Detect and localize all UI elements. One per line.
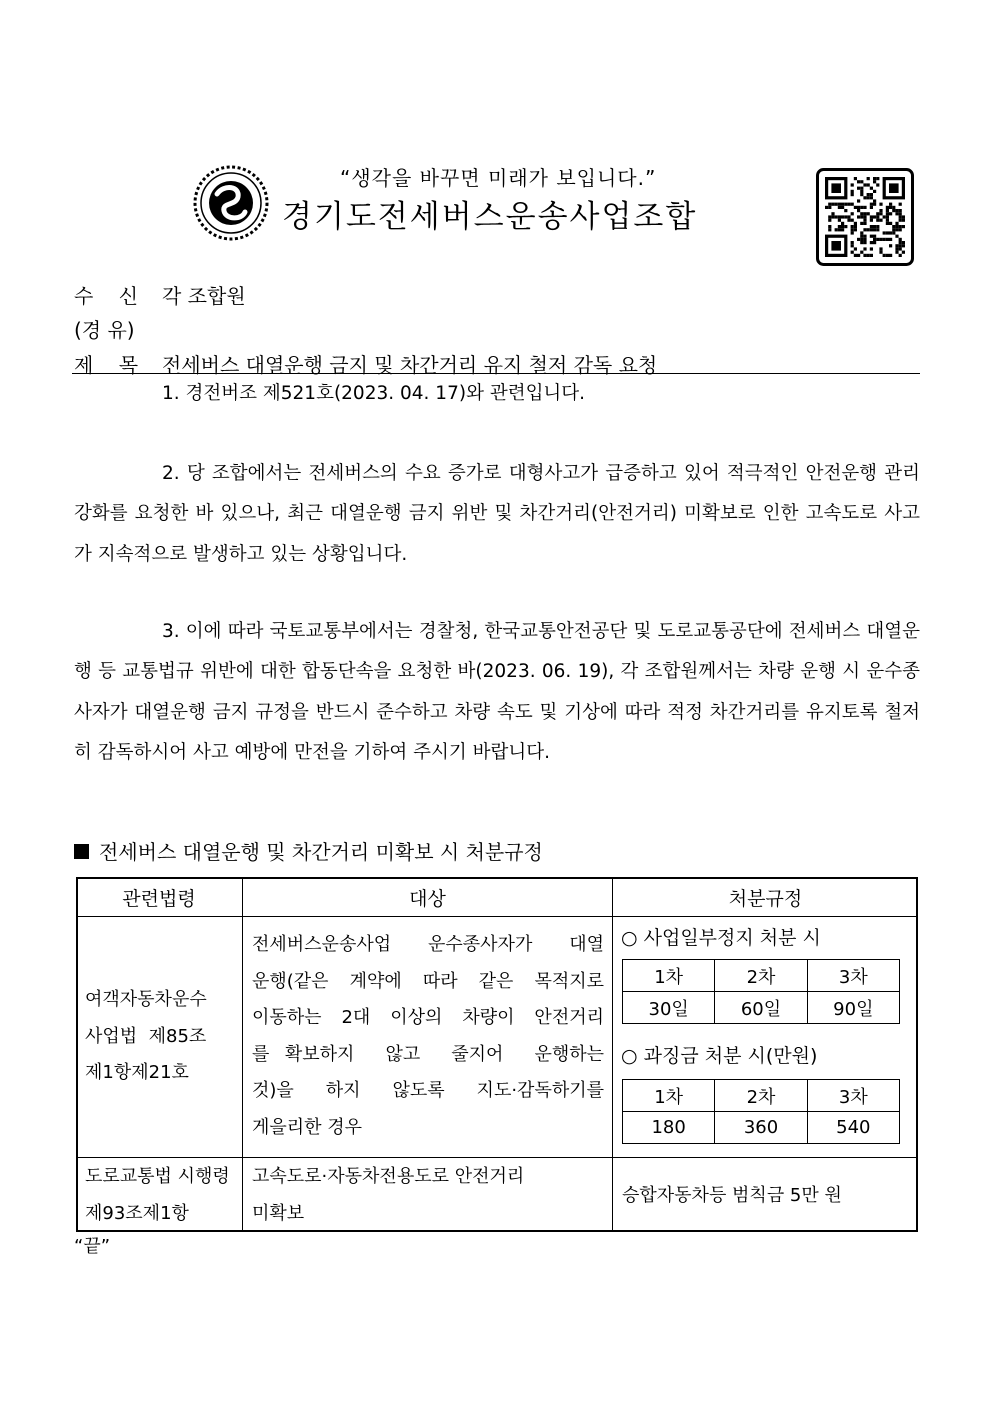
penalty-table xyxy=(76,877,918,1232)
qr-module xyxy=(838,228,841,231)
qr-module xyxy=(870,219,873,222)
qr-module xyxy=(863,212,866,215)
qr-module xyxy=(876,228,879,231)
fine-header: 2차 xyxy=(715,1080,807,1112)
qr-module xyxy=(870,206,873,209)
qr-module xyxy=(831,215,834,218)
qr-module xyxy=(828,203,831,206)
qr-module xyxy=(886,206,889,209)
qr-module xyxy=(883,238,886,241)
qr-module xyxy=(899,254,902,257)
subject-label: 제 목 xyxy=(74,353,139,377)
target-line: 운행(같은 계약에 따라 같은 목적지로 xyxy=(252,970,604,992)
qr-module xyxy=(851,193,854,196)
qr-module xyxy=(860,190,863,193)
qr-module xyxy=(889,244,892,247)
qr-module xyxy=(870,225,873,228)
qr-module xyxy=(825,206,828,209)
target-line: 미확보 xyxy=(252,1202,305,1224)
qr-module xyxy=(838,215,841,218)
qr-module xyxy=(854,254,857,257)
qr-module xyxy=(847,219,850,222)
qr-module xyxy=(870,193,873,196)
qr-module xyxy=(873,241,876,244)
qr-module xyxy=(851,251,854,254)
suspension-header: 1차 xyxy=(623,960,715,992)
qr-code xyxy=(816,168,914,266)
fine-value: 180 xyxy=(623,1112,715,1144)
qr-module xyxy=(895,212,898,215)
suspension-value: 30일 xyxy=(623,992,715,1024)
qr-module xyxy=(886,212,889,215)
qr-module xyxy=(831,183,841,193)
qr-module xyxy=(883,215,886,218)
qr-module xyxy=(879,219,882,222)
qr-module xyxy=(851,225,854,228)
qr-module xyxy=(844,225,847,228)
header-law: 관련법령 xyxy=(122,888,196,910)
organization-name: 경기도전세버스운송사업조합 xyxy=(282,199,698,235)
qr-module xyxy=(873,238,876,241)
qr-module xyxy=(851,212,854,215)
qr-module xyxy=(876,183,879,186)
qr-module xyxy=(867,183,870,186)
qr-module xyxy=(851,231,854,234)
union-logo xyxy=(192,164,270,242)
qr-module xyxy=(860,215,863,218)
qr-module xyxy=(838,203,841,206)
qr-module xyxy=(851,241,854,244)
qr-module xyxy=(902,244,905,247)
suspension-table xyxy=(622,959,900,1024)
qr-module xyxy=(899,241,902,244)
qr-module xyxy=(857,180,860,183)
qr-module xyxy=(873,203,876,206)
qr-module xyxy=(895,235,898,238)
qr-module xyxy=(838,206,841,209)
qr-module xyxy=(851,190,854,193)
qr-module xyxy=(873,177,876,180)
qr-module xyxy=(889,238,892,241)
qr-module xyxy=(828,219,831,222)
qr-module xyxy=(892,225,895,228)
qr-module xyxy=(863,219,866,222)
paragraph-2: 2. 당 조합에서는 전세버스의 수요 증가로 대형사고가 급증하고 있어 적극적인 안전운행 관리 강화를 요청한 바 있으나, 최근 대열운행 금지 위반 및 차간거리(안전거리) 미확보로 인한 고속도로 사고가 지속적으로 발생하고 있는 상황입니다. xyxy=(74,463,920,565)
qr-module xyxy=(895,228,898,231)
qr-module xyxy=(886,254,889,257)
qr-module xyxy=(879,251,882,254)
qr-module xyxy=(857,199,860,202)
qr-module xyxy=(860,206,863,209)
qr-module xyxy=(879,209,882,212)
qr-module xyxy=(895,209,898,212)
qr-module xyxy=(895,251,898,254)
target-line: 고속도로·자동차전용도로 안전거리 xyxy=(252,1166,525,1187)
qr-module xyxy=(841,206,844,209)
qr-module xyxy=(863,238,866,241)
qr-module xyxy=(892,228,895,231)
qr-module xyxy=(870,235,873,238)
slogan: “생각을 바꾸면 미래가 보입니다.” xyxy=(340,166,657,190)
target-line: 전세버스운송사업 운수종사자가 대열 xyxy=(252,934,604,955)
qr-module xyxy=(841,228,844,231)
qr-module xyxy=(889,203,892,206)
qr-module xyxy=(844,203,847,206)
qr-module xyxy=(892,231,895,234)
qr-module xyxy=(870,241,873,244)
qr-module xyxy=(863,254,866,257)
qr-module xyxy=(876,177,879,180)
qr-module xyxy=(863,247,866,250)
paragraph-1: 1. 경전버조 제521호(2023. 04. 17)와 관련입니다. xyxy=(162,383,586,404)
qr-module xyxy=(873,228,876,231)
qr-module xyxy=(870,187,873,190)
qr-module xyxy=(899,219,902,222)
qr-module xyxy=(828,215,831,218)
qr-module xyxy=(828,206,831,209)
qr-module xyxy=(889,212,892,215)
qr-module xyxy=(841,215,844,218)
qr-module xyxy=(860,251,863,254)
qr-module xyxy=(863,215,866,218)
qr-module xyxy=(889,183,899,193)
qr-module xyxy=(860,212,863,215)
column-divider xyxy=(612,877,613,1232)
qr-module xyxy=(889,231,892,234)
via-line: (경 유) xyxy=(74,318,135,342)
qr-module xyxy=(883,231,886,234)
qr-module xyxy=(851,183,854,186)
qr-module xyxy=(854,228,857,231)
qr-module xyxy=(857,187,860,190)
qr-module xyxy=(835,228,838,231)
suspension-header: 3차 xyxy=(807,960,899,992)
qr-module xyxy=(899,244,902,247)
row2-target xyxy=(252,1159,604,1232)
qr-module xyxy=(860,231,863,234)
qr-module xyxy=(876,215,879,218)
fine-header: 3차 xyxy=(807,1080,899,1112)
paragraph-3: 3. 이에 따라 국토교통부에서는 경찰청, 한국교통안전공단 및 도로교통공단에 전세버스 대열운행 등 교통법규 위반에 대한 합동단속을 요청한 바(2023. 06. 19), 각 조합원께서는 차량 운행 시 운수종사자가 대열운행 금지 규정을 반드시 준수하고 차량 속도 및 기상에 따라 적정 차간거리를 유지토록 철저히 감독하시어 사고 예방에 만전을 기하여 주시기 바랍니다. xyxy=(74,621,920,763)
law-line: 제1항제21호 xyxy=(85,1062,189,1083)
qr-module xyxy=(899,238,902,241)
suspension-value: 90일 xyxy=(807,992,899,1024)
qr-module xyxy=(844,215,847,218)
qr-module xyxy=(902,241,905,244)
row1-target xyxy=(252,927,604,1146)
qr-module xyxy=(879,203,882,206)
qr-module xyxy=(886,209,889,212)
column-divider xyxy=(242,877,243,1232)
qr-module xyxy=(899,225,902,228)
fine-label: ○ 과징금 처분 시(만원) xyxy=(621,1045,818,1067)
qr-module xyxy=(892,206,895,209)
qr-module xyxy=(860,180,863,183)
qr-module xyxy=(835,203,838,206)
qr-module xyxy=(831,241,841,251)
qr-module xyxy=(899,209,902,212)
qr-module xyxy=(857,209,860,212)
qr-module xyxy=(831,203,834,206)
qr-module xyxy=(899,215,902,218)
qr-module xyxy=(886,222,889,225)
qr-module xyxy=(895,222,898,225)
qr-module xyxy=(854,247,857,250)
qr-module xyxy=(863,235,866,238)
row-divider xyxy=(76,1157,918,1158)
qr-module xyxy=(889,206,892,209)
qr-module xyxy=(899,203,902,206)
qr-module xyxy=(851,219,854,222)
target-line: 게을리한 경우 xyxy=(252,1116,363,1138)
qr-module xyxy=(873,225,876,228)
qr-module xyxy=(857,254,860,257)
qr-module xyxy=(828,228,831,231)
qr-module xyxy=(857,215,860,218)
qr-module xyxy=(889,222,892,225)
row2-penalty: 승합자동차등 범칙금 5만 원 xyxy=(622,1185,842,1206)
section-heading: 전세버스 대열운행 및 차간거리 미확보 시 처분규정 xyxy=(74,836,543,865)
qr-module xyxy=(847,215,850,218)
qr-module xyxy=(870,215,873,218)
qr-module xyxy=(860,222,863,225)
qr-module xyxy=(902,215,905,218)
qr-module xyxy=(886,219,889,222)
qr-module xyxy=(863,196,866,199)
qr-module xyxy=(870,228,873,231)
qr-module xyxy=(831,212,834,215)
qr-module xyxy=(838,219,841,222)
qr-module xyxy=(857,206,860,209)
qr-module xyxy=(895,247,898,250)
qr-module xyxy=(828,225,831,228)
fine-value: 360 xyxy=(715,1112,807,1144)
qr-module xyxy=(879,238,882,241)
fine-table xyxy=(622,1079,900,1144)
fine-header: 1차 xyxy=(623,1080,715,1112)
qr-module xyxy=(892,209,895,212)
qr-module xyxy=(873,199,876,202)
target-line: 이동하는 2대 이상의 차량이 안전거리 xyxy=(252,1007,604,1028)
qr-module xyxy=(867,228,870,231)
qr-module xyxy=(854,206,857,209)
row-divider xyxy=(76,916,918,917)
qr-module xyxy=(860,235,863,238)
law-line: 도로교통법 시행령 xyxy=(85,1166,230,1187)
qr-module xyxy=(863,222,866,225)
law-line: 여객자동차운수 xyxy=(85,989,207,1010)
qr-module xyxy=(870,254,873,257)
qr-module xyxy=(847,203,850,206)
qr-module xyxy=(863,228,866,231)
row1-law xyxy=(85,982,235,1092)
qr-module xyxy=(863,183,866,186)
qr-module xyxy=(867,196,870,199)
subject: 전세버스 대열운행 금지 및 차간거리 유지 철저 감독 요청 xyxy=(162,353,658,377)
qr-module xyxy=(886,238,889,241)
qr-module xyxy=(876,225,879,228)
qr-module xyxy=(883,254,886,257)
qr-module xyxy=(863,241,866,244)
qr-module xyxy=(870,203,873,206)
qr-module xyxy=(867,177,870,180)
row2-law xyxy=(85,1159,241,1232)
qr-module xyxy=(899,228,902,231)
qr-module xyxy=(860,187,863,190)
qr-module xyxy=(857,238,860,241)
qr-module xyxy=(867,212,870,215)
qr-module xyxy=(841,203,844,206)
qr-module xyxy=(879,247,882,250)
qr-module xyxy=(899,247,902,250)
law-line: 제93조제1항 xyxy=(85,1202,189,1224)
qr-module xyxy=(902,251,905,254)
qr-module xyxy=(851,203,854,206)
qr-module xyxy=(899,212,902,215)
qr-module xyxy=(851,244,854,247)
qr-module xyxy=(854,177,857,180)
qr-module xyxy=(902,225,905,228)
qr-module xyxy=(863,206,866,209)
qr-module xyxy=(860,241,863,244)
qr-module xyxy=(876,219,879,222)
qr-module xyxy=(870,247,873,250)
qr-module xyxy=(860,193,863,196)
qr-module xyxy=(873,235,876,238)
end-mark: “끝” xyxy=(74,1236,111,1257)
qr-module xyxy=(867,254,870,257)
qr-module xyxy=(876,212,879,215)
qr-module xyxy=(886,231,889,234)
qr-module xyxy=(889,254,892,257)
qr-module xyxy=(838,225,841,228)
qr-module xyxy=(854,225,857,228)
qr-module xyxy=(844,209,847,212)
qr-module xyxy=(895,225,898,228)
qr-module xyxy=(886,215,889,218)
recipient-label: 수 신 xyxy=(74,284,139,308)
header-target: 대상 xyxy=(409,888,446,910)
qr-module xyxy=(841,225,844,228)
qr-module xyxy=(879,212,882,215)
recipient: 각 조합원 xyxy=(162,284,246,308)
suspension-header: 2차 xyxy=(715,960,807,992)
qr-module xyxy=(870,196,873,199)
qr-module xyxy=(902,219,905,222)
qr-module xyxy=(873,190,876,193)
qr-module xyxy=(835,215,838,218)
qr-module xyxy=(851,228,854,231)
qr-module xyxy=(841,222,844,225)
law-line: 사업법 제85조 xyxy=(85,1025,207,1047)
qr-module xyxy=(867,193,870,196)
qr-module xyxy=(876,238,879,241)
qr-module xyxy=(873,180,876,183)
square-bullet-icon xyxy=(74,844,89,859)
target-line: 것)을 하지 않도록 지도·감독하기를 xyxy=(252,1080,604,1101)
qr-module xyxy=(854,222,857,225)
suspension-label: ○ 사업일부정지 처분 시 xyxy=(621,927,821,949)
qr-module xyxy=(873,215,876,218)
fine-value: 540 xyxy=(807,1112,899,1144)
suspension-value: 60일 xyxy=(715,992,807,1024)
qr-module xyxy=(860,238,863,241)
qr-module xyxy=(895,244,898,247)
target-line: 를 확보하지 않고 줄지어 운행하는 xyxy=(252,1043,604,1065)
header-penalty: 처분규정 xyxy=(728,888,803,910)
